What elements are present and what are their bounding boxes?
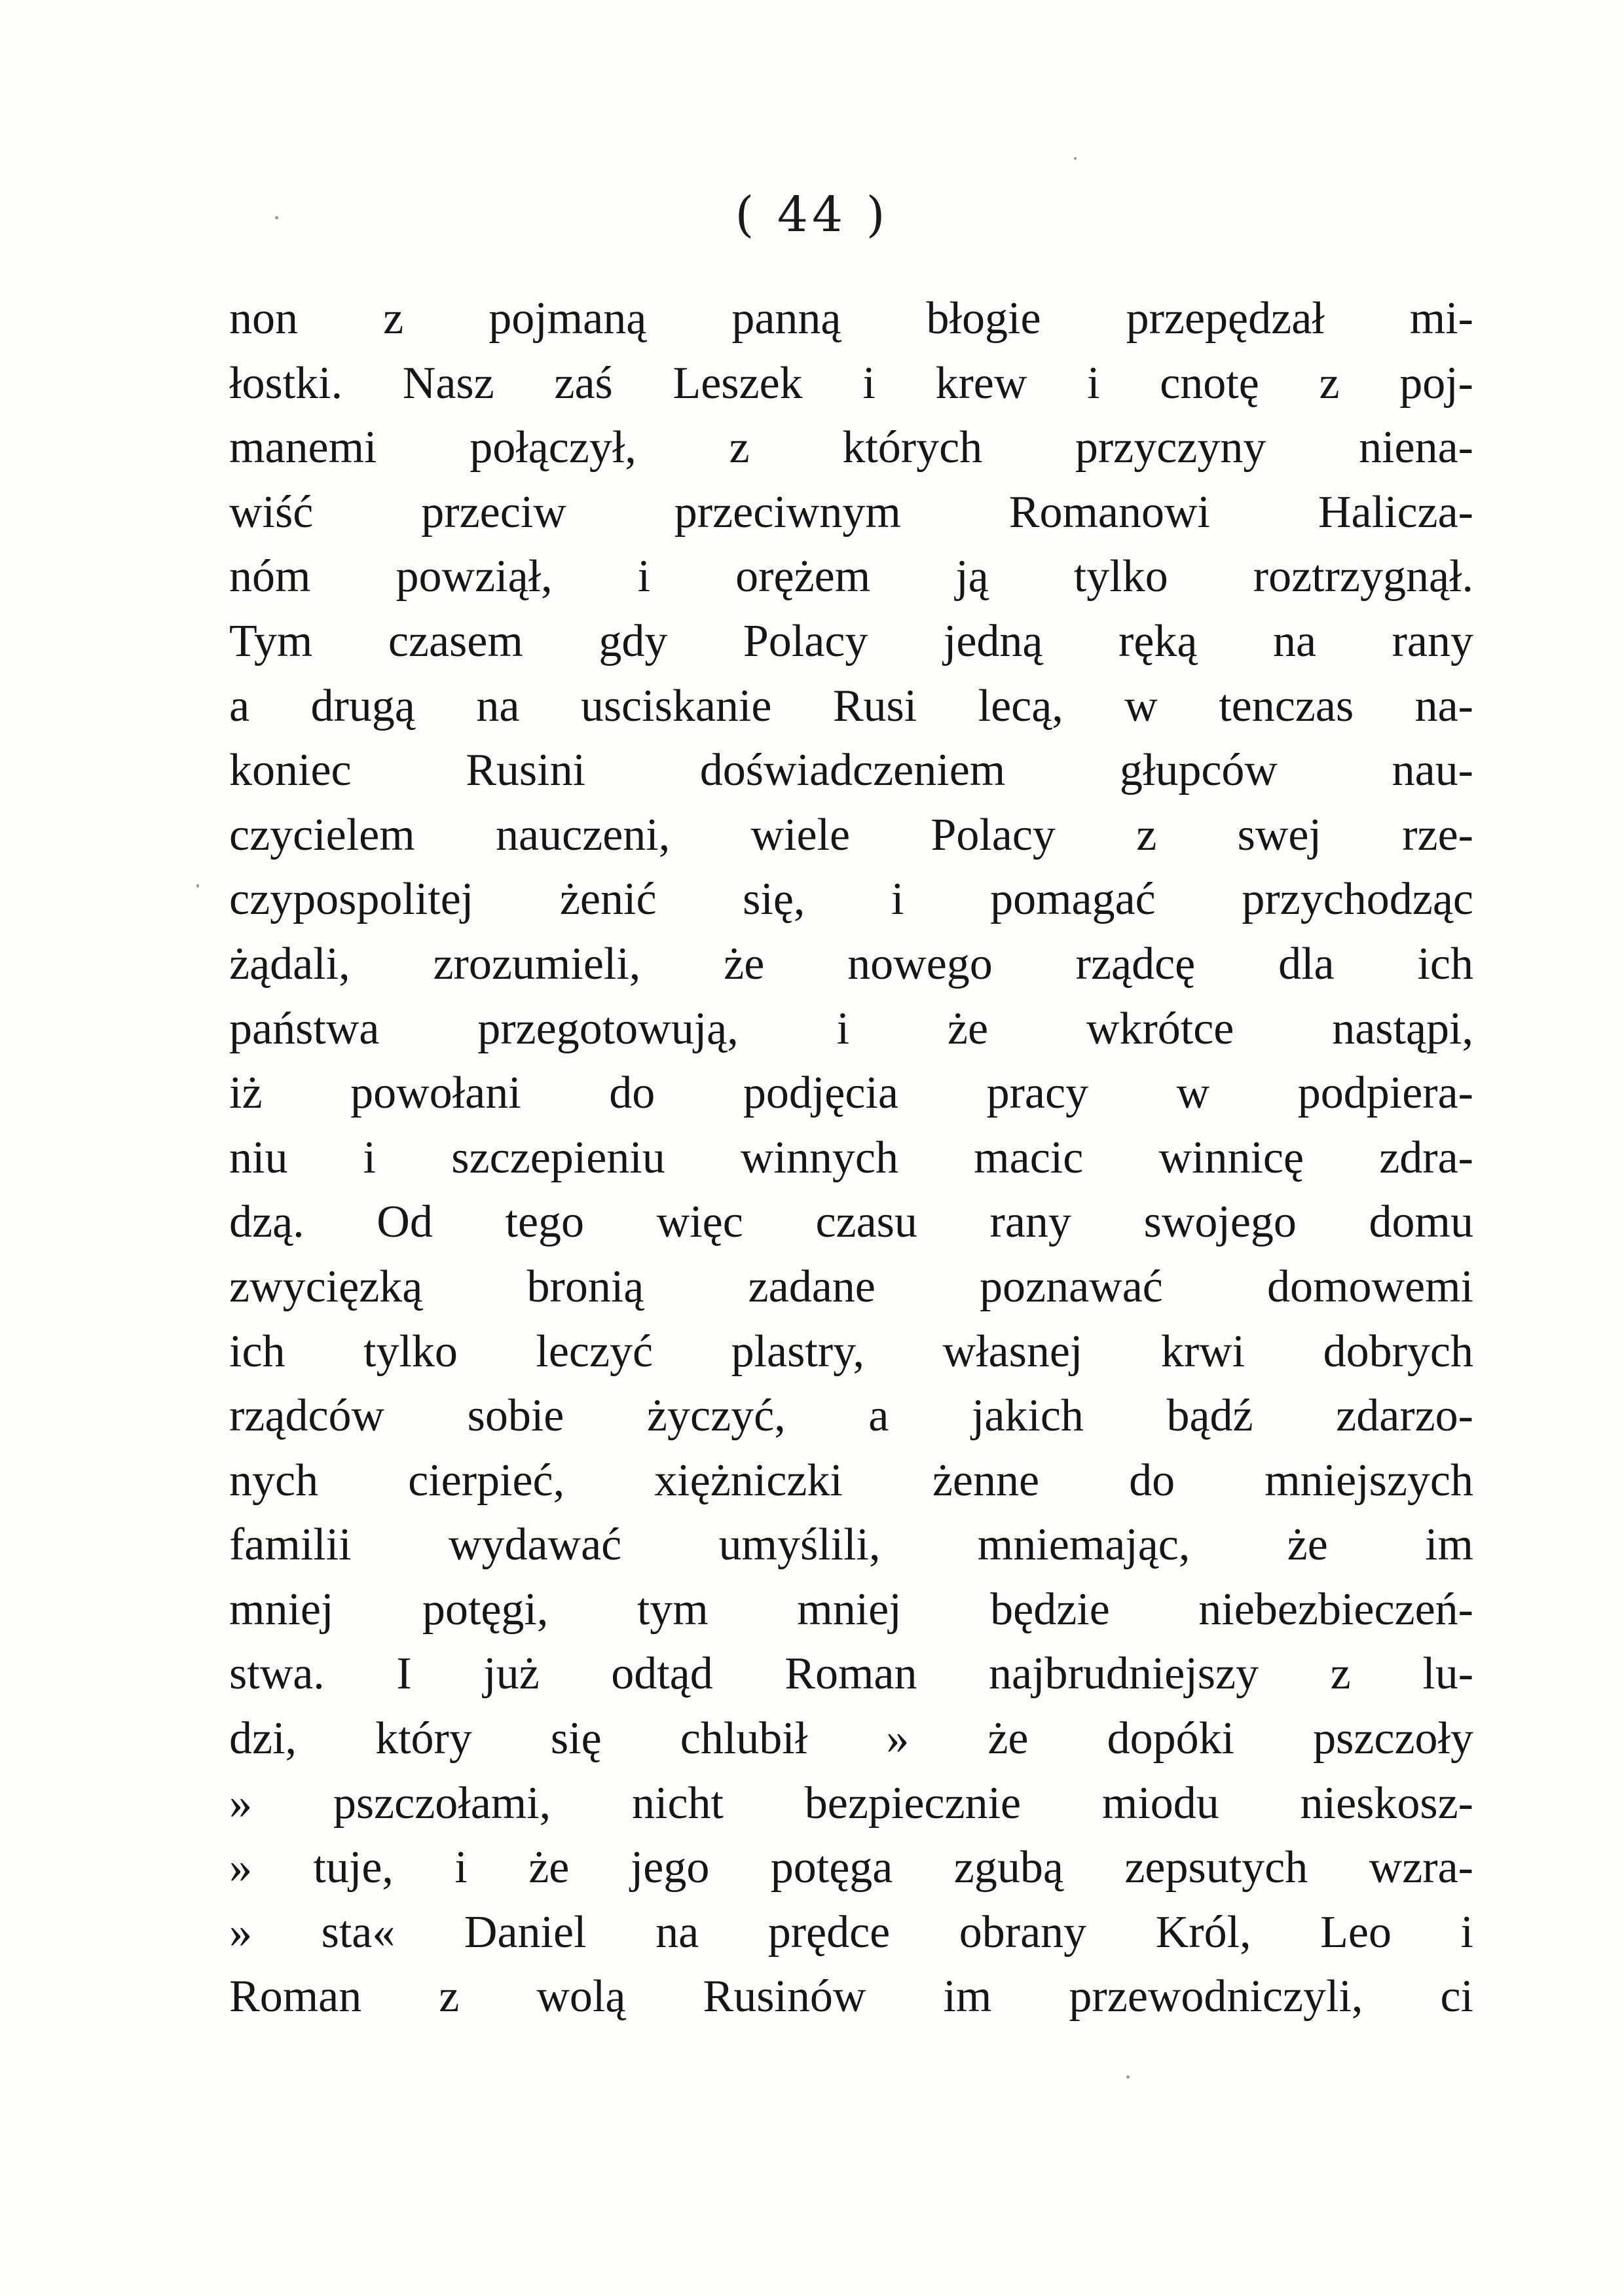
paper-speck: [275, 216, 278, 219]
text-line: stwa. I już odtąd Roman najbrudniejszy z lu-: [229, 1649, 1473, 1700]
text-line: rządców sobie życzyć, a jakich bądź zdarzo-: [229, 1391, 1473, 1442]
text-line: czycielem nauczeni, wiele Polacy z swej rze-: [229, 809, 1473, 860]
text-line: Tym czasem gdy Polacy jedną ręką na rany: [229, 615, 1473, 666]
paper-speck: [1074, 157, 1077, 160]
page-number: ( 44 ): [735, 187, 889, 243]
text-line: koniec Rusini doświadczeniem głupców nau-: [229, 745, 1473, 796]
text-line: mniej potęgi, tym mniej będzie niebezbieczeń-: [229, 1584, 1473, 1635]
text-line: wiść przeciw przeciwnym Romanowi Halicza-: [229, 486, 1473, 538]
text-line: non z pojmaną panną błogie przepędzał mi-: [229, 293, 1473, 344]
text-line: dzi, który się chlubił » że dopóki pszczoły: [229, 1713, 1473, 1764]
text-line: zwycięzką bronią zadane poznawać domowemi: [229, 1261, 1473, 1312]
text-line: manemi połączył, z których przyczyny niena-: [229, 422, 1473, 473]
text-line: żądali, zrozumieli, że nowego rządcę dla ich: [229, 938, 1473, 989]
text-line: » tuje, i że jego potęga zgubą zepsutych wzra-: [229, 1842, 1473, 1893]
text-line: nych cierpieć, xiężniczki żenne do mniejszych: [229, 1455, 1473, 1506]
text-line: ich tylko leczyć plastry, własnej krwi dobrych: [229, 1326, 1473, 1377]
text-line: niu i szczepieniu winnych macic winnicę zdra-: [229, 1132, 1473, 1183]
text-line: łostki. Nasz zaś Leszek i krew i cnotę z poj-: [229, 357, 1473, 409]
text-line: państwa przegotowują, i że wkrótce nastąpi,: [229, 1003, 1473, 1054]
paper-speck: [196, 884, 199, 888]
text-line: Roman z wolą Rusinów im przewodniczyli, ci: [229, 1971, 1473, 2022]
text-line: iż powołani do podjęcia pracy w podpiera-: [229, 1068, 1473, 1119]
text-line: dzą. Od tego więc czasu rany swojego domu: [229, 1197, 1473, 1248]
text-line: familii wydawać umyślili, mniemając, że im: [229, 1520, 1473, 1571]
text-line: czypospolitej żenić się, i pomagać przychodząc: [229, 874, 1473, 925]
text-line: » sta« Daniel na prędce obrany Król, Leo i: [229, 1906, 1473, 1958]
text-line: a drugą na usciskanie Rusi lecą, w tenczas na-: [229, 680, 1473, 731]
body-text: [229, 287, 1473, 2030]
paper-speck: [1126, 2075, 1130, 2079]
text-line: » pszczołami, nicht bezpiecznie miodu nieskosz-: [229, 1777, 1473, 1829]
text-line: nóm powziął, i orężem ją tylko roztrzygnął.: [229, 551, 1473, 602]
